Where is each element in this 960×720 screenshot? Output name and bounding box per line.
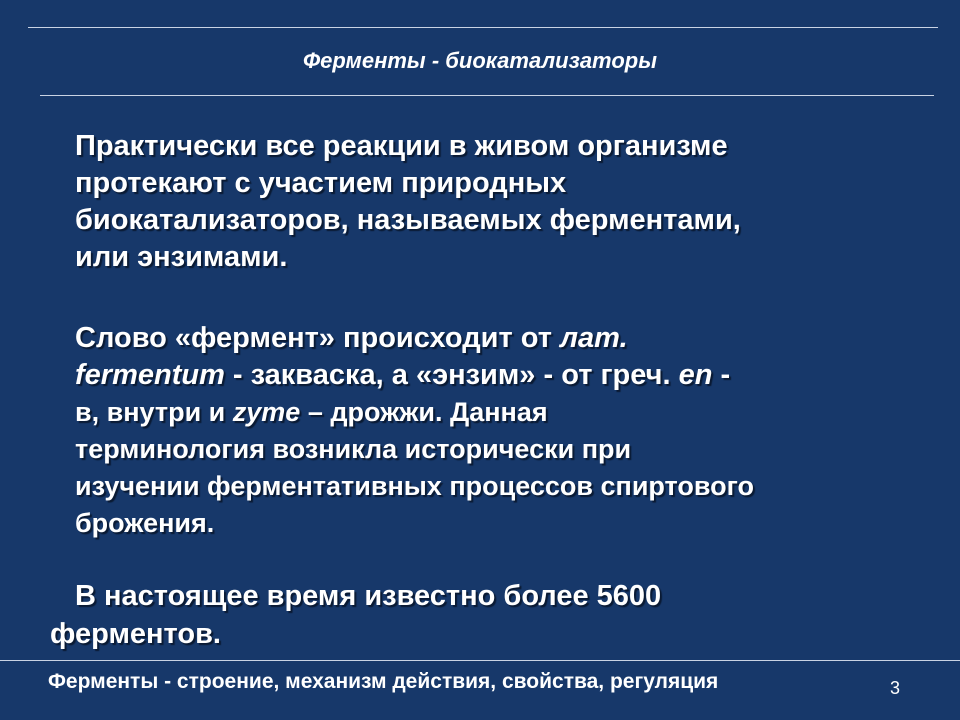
footer-text: Ферменты - строение, механизм действия, свойства, регуляция: [48, 670, 719, 693]
para2-greek-zyme: zyme: [232, 397, 301, 427]
para1-line4: или энзимами.: [75, 241, 288, 273]
paragraph-3-line1: В настоящее время известно более 5600: [75, 580, 662, 612]
para1-line1: Практически все реакции в живом организме: [75, 130, 728, 162]
para2-line2-text: - закваска, а «энзим» - от греч.: [224, 359, 679, 391]
paragraph-3-line2: ферментов.: [50, 618, 221, 650]
para2-line4: терминология возникла исторически при: [75, 434, 632, 464]
para2-line1-text: Слово «фермент» происходит от: [75, 322, 560, 354]
para2-line3-tail: – дрожжи. Данная: [300, 397, 548, 427]
slide-title: Ферменты - биокатализаторы: [303, 48, 657, 73]
para2-greek-en: en: [678, 359, 713, 391]
para2-latin-word: fermentum: [75, 359, 225, 391]
para2-line3-text: в, внутри и: [75, 397, 233, 427]
para1-line2: протекают с участием природных: [75, 167, 567, 199]
top-rule: [28, 27, 938, 28]
footer-rule: [0, 660, 960, 661]
para1-line3: биокатализаторов, называемых ферментами,: [75, 204, 741, 236]
para2-line5: изучении ферментативных процессов спиртового: [75, 471, 755, 501]
para2-latin-abbr: лат.: [560, 322, 628, 354]
paragraph-2: [75, 320, 945, 542]
title-rule: [40, 95, 934, 96]
para2-line2-dash: -: [712, 359, 731, 391]
paragraph-1: [75, 128, 945, 276]
slide-number: 3: [890, 678, 901, 698]
para2-line6: брожения.: [75, 508, 215, 538]
